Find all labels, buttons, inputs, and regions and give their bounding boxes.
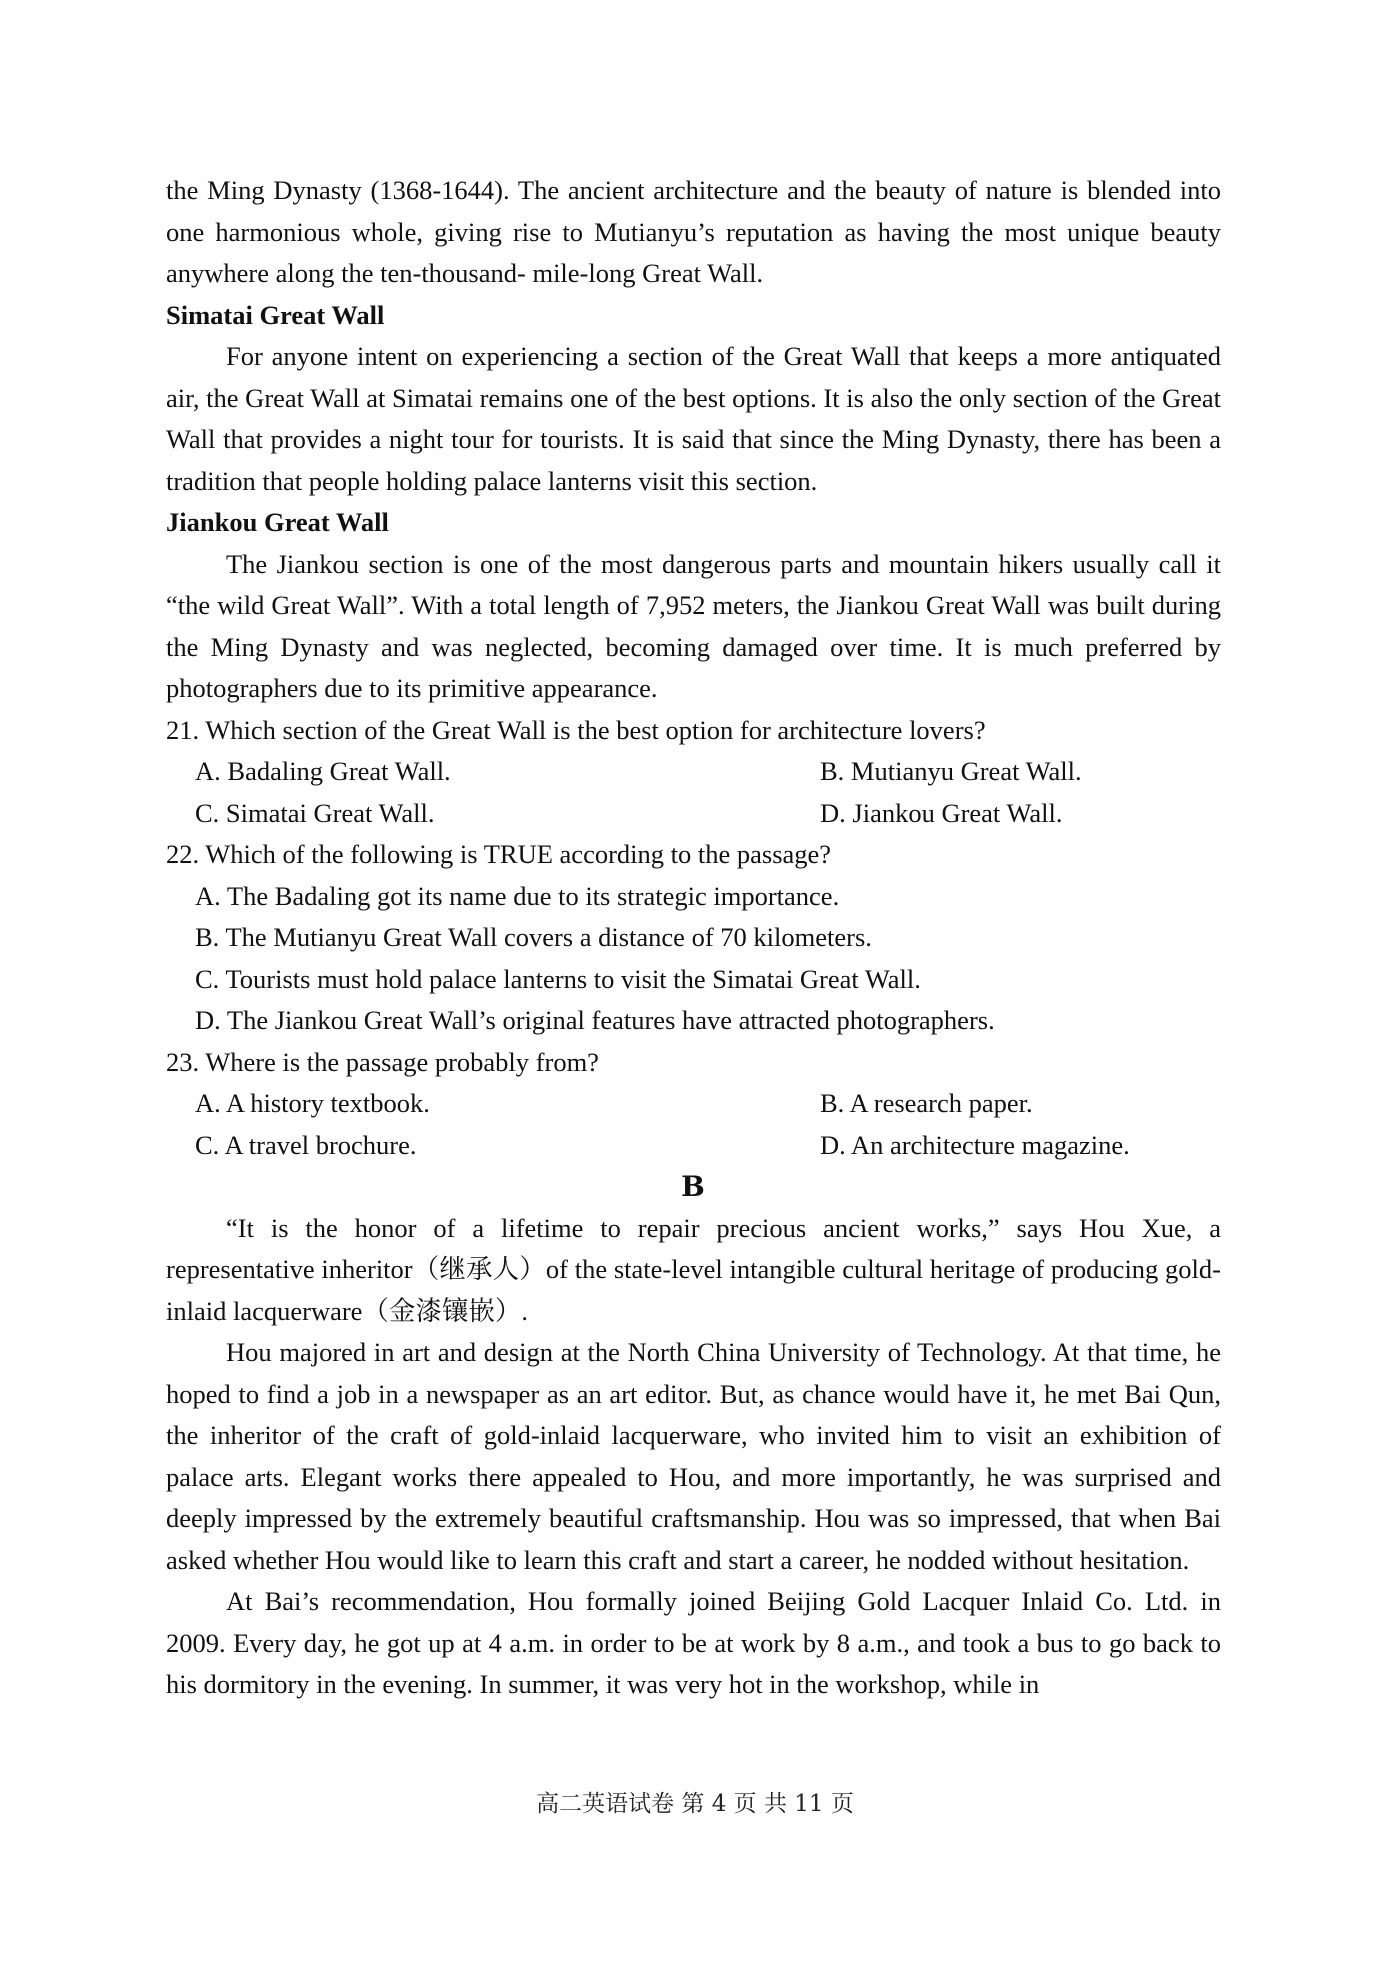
page-footer: 高二英语试卷 第 4 页 共 11 页 [536,1791,854,1817]
question-22-option-c: C. Tourists must hold palace lanterns to visit the Simatai Great Wall. [195,963,921,994]
passage-b-letter: B [681,1170,706,1203]
passage-b-paragraph-3: At Bai’s recommendation, Hou formally joined Beijing Gold Lacquer Inlaid Co. Ltd. in 2009. Every day, he got up at 4 a.m. in order to be at work by 8 a.m., and took a bus to go back to his dormitory in the evening. In summer, it was very hot in the workshop, while in [166,1586,1221,1699]
question-22-option-a: A. The Badaling got its name due to its strategic importance. [195,880,840,911]
question-21-option-d: D. Jiankou Great Wall. [820,797,1063,828]
section-body-simatai: For anyone intent on experiencing a section of the Great Wall that keeps a more antiquated air, the Great Wall at Simatai remains one of the best options. It is also the only section of the Great Wall that provides a night tour for tourists. It is said that since the Ming Dynasty, there has been a tradition that people holding palace lanterns visit this section. [166,341,1221,496]
question-22-option-d: D. The Jiankou Great Wall’s original features have attracted photographers. [195,1005,995,1035]
question-23-option-b: B. A research paper. [820,1088,1033,1118]
section-body-jiankou: The Jiankou section is one of the most dangerous parts and mountain hikers usually call it “the wild Great Wall”. With a total length of 7,952 meters, the Jiankou Great Wall was built during the Ming Dynasty and was neglected, becoming damaged over time. It is much preferred by photographers due to its primitive appearance. [166,548,1221,703]
section-heading-simatai: Simatai Great Wall [166,299,385,330]
question-23-stem: 23. Where is the passage probably from? [166,1046,599,1077]
section-heading-jiankou: Jiankou Great Wall [166,507,389,537]
passage-b-paragraph-1: “It is the honor of a lifetime to repair precious ancient works,” says Hou Xue, a representative inheritor（继承人）of the state-level intangible cultural heritage of producing gold-inlaid lacquerware（金漆镶嵌）. [166,1212,1221,1326]
question-23-option-c: C. A travel brochure. [195,1129,417,1160]
question-22-option-b: B. The Mutianyu Great Wall covers a distance of 70 kilometers. [195,922,872,952]
question-22-options [166,876,1221,1042]
question-21-stem: 21. Which section of the Great Wall is the best option for architecture lovers? [166,714,986,745]
question-22-stem: 22. Which of the following is TRUE according to the passage? [166,839,832,869]
question-23-option-a: A. A history textbook. [195,1088,430,1118]
question-21-option-c: C. Simatai Great Wall. [195,797,435,828]
question-23-options [166,1083,1221,1166]
passage-a-intro: the Ming Dynasty (1368-1644). The ancient architecture and the beauty of nature is blended into one harmonious whole, giving rise to Mutianyu’s reputation as having the most unique beauty anywhere along the ten-thousand- mile-long Great Wall. [166,175,1221,288]
question-21-option-a: A. Badaling Great Wall. [195,756,451,786]
page-content [166,170,1221,1706]
passage-b-paragraph-2: Hou majored in art and design at the North China University of Technology. At that time, he hoped to find a job in a newspaper as an art editor. But, as chance would have it, he met Bai Qun, the inheritor of the craft of gold-inlaid lacquerware, who invited him to visit an exhibition of palace arts. Elegant works there appealed to Hou, and more importantly, he was surprised and deeply impressed by the extremely beautiful craftsmanship. Hou was so impressed, that when Bai asked whether Hou would like to learn this craft and start a career, he nodded without hesitation. [166,1337,1221,1575]
question-21-option-b: B. Mutianyu Great Wall. [820,756,1082,786]
question-21-options [166,751,1221,834]
question-23-option-d: D. An architecture magazine. [820,1129,1130,1160]
